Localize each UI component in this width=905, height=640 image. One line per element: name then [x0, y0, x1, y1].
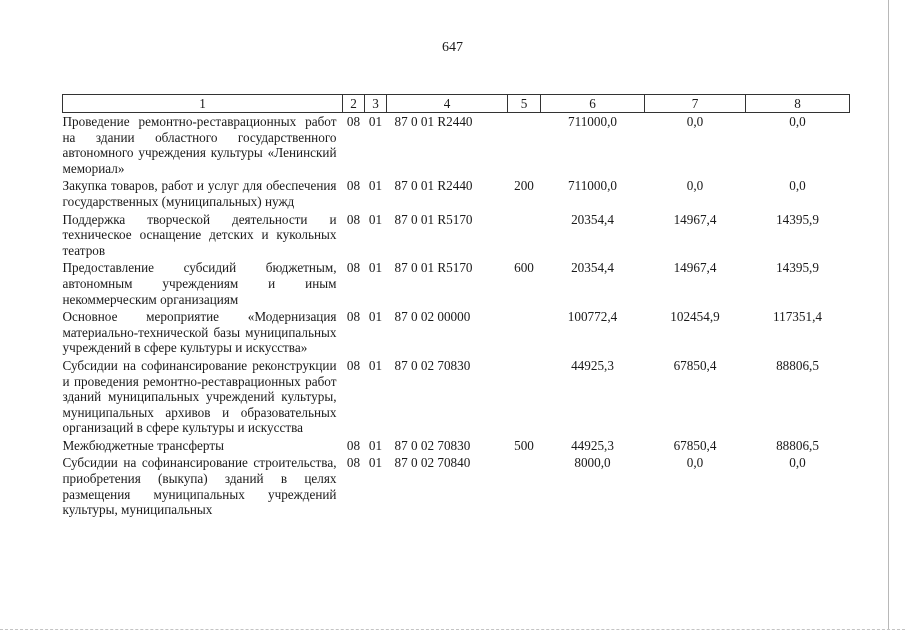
row-section: 08 — [346, 178, 361, 194]
row-amount-3: 14395,9 — [776, 211, 819, 227]
row-amount-1: 44925,3 — [571, 357, 614, 373]
table-row — [63, 113, 850, 177]
row-expense-type — [508, 307, 541, 356]
table-row — [63, 307, 850, 356]
row-amount-2: 14967,4 — [673, 260, 717, 276]
header-col-3: 3 — [365, 95, 387, 113]
row-target-code: 87 0 01 R2440 — [394, 178, 473, 194]
row-name: Субсидии на софинансирование реконструкции и проведения ремонтно-реставрационных работ зданий муниципальных учреждений культуры, муниципальных архивов и образовательных организаций в сфере культуры и искусства — [62, 357, 337, 436]
row-target-code: 87 0 01 R5170 — [394, 260, 473, 276]
row-subsection: 01 — [368, 260, 383, 276]
row-amount-3: 0,0 — [789, 178, 806, 194]
row-amount-3: 0,0 — [789, 455, 806, 471]
scan-edge-right — [888, 0, 889, 630]
row-subsection: 01 — [368, 114, 383, 129]
row-amount-1: 711000,0 — [568, 114, 617, 129]
row-amount-3: 14395,9 — [776, 260, 819, 276]
table-row — [63, 176, 850, 209]
row-amount-3: 88806,5 — [776, 437, 819, 453]
row-expense-type — [508, 453, 541, 517]
header-col-7: 7 — [645, 95, 746, 113]
row-name: Субсидии на софинансирование строительства, приобретения (выкупа) зданий в целях размещения муниципальных учреждений культуры, муниципальных — [62, 455, 337, 518]
row-amount-2: 14967,4 — [673, 211, 717, 227]
row-subsection: 01 — [368, 309, 383, 325]
table-row — [63, 436, 850, 454]
row-name: Поддержка творческой деятельности и техническое оснащение детских и кукольных театров — [62, 211, 337, 258]
row-target-code: 87 0 02 70830 — [394, 437, 471, 453]
row-target-code: 87 0 02 70830 — [394, 357, 471, 373]
row-section: 08 — [346, 211, 361, 227]
row-amount-3: 0,0 — [789, 114, 806, 129]
row-subsection: 01 — [368, 357, 383, 373]
table-row — [63, 453, 850, 517]
row-amount-1: 44925,3 — [571, 437, 614, 453]
table-header-row — [63, 95, 850, 113]
row-subsection: 01 — [368, 437, 383, 453]
row-name: Проведение ремонтно-реставрационных работ на здании областного государственного автономного учреждения культуры «Ленинский мемориал» — [62, 114, 337, 176]
row-section: 08 — [346, 114, 361, 129]
row-section: 08 — [346, 357, 361, 373]
header-col-6: 6 — [541, 95, 645, 113]
row-amount-2: 0,0 — [686, 178, 704, 194]
table-row — [63, 356, 850, 436]
row-amount-2: 0,0 — [686, 114, 704, 129]
row-name: Предоставление субсидий бюджетным, автономным учреждениям и иным некоммерческим организациям — [62, 260, 337, 307]
row-amount-2: 67850,4 — [673, 437, 717, 453]
header-col-8: 8 — [746, 95, 850, 113]
row-amount-3: 117351,4 — [773, 309, 822, 325]
row-section: 08 — [346, 455, 361, 471]
row-amount-1: 20354,4 — [571, 260, 614, 276]
row-expense-type: 200 — [514, 178, 534, 194]
row-expense-type — [508, 210, 541, 259]
row-target-code: 87 0 02 70840 — [394, 455, 471, 471]
row-amount-1: 711000,0 — [568, 178, 617, 194]
header-col-5: 5 — [508, 95, 541, 113]
row-name: Закупка товаров, работ и услуг для обеспечения государственных (муниципальных) нужд — [62, 178, 337, 209]
table-row — [63, 258, 850, 307]
row-target-code: 87 0 01 R5170 — [394, 211, 473, 227]
header-col-4: 4 — [387, 95, 508, 113]
row-expense-type: 500 — [514, 437, 534, 453]
budget-table — [62, 94, 850, 518]
row-amount-1: 100772,4 — [567, 309, 618, 325]
row-expense-type — [508, 113, 541, 177]
row-expense-type: 600 — [514, 260, 534, 276]
row-amount-2: 102454,9 — [670, 309, 720, 325]
row-amount-1: 8000,0 — [574, 455, 611, 471]
scan-edge-bottom — [0, 629, 905, 631]
header-col-2: 2 — [343, 95, 365, 113]
row-amount-2: 0,0 — [686, 455, 704, 471]
row-amount-3: 88806,5 — [776, 357, 819, 373]
row-section: 08 — [346, 309, 361, 325]
row-subsection: 01 — [368, 211, 383, 227]
row-name: Межбюджетные трансферты — [62, 437, 224, 453]
row-section: 08 — [346, 437, 361, 453]
row-subsection: 01 — [368, 455, 383, 471]
row-expense-type — [508, 356, 541, 436]
row-target-code: 87 0 01 R2440 — [394, 114, 473, 129]
row-section: 08 — [346, 260, 361, 276]
row-amount-2: 67850,4 — [673, 357, 717, 373]
page-number: 647 — [442, 40, 463, 55]
row-subsection: 01 — [368, 178, 383, 194]
table-row — [63, 210, 850, 259]
header-col-1: 1 — [63, 95, 343, 113]
row-amount-1: 20354,4 — [571, 211, 614, 227]
row-target-code: 87 0 02 00000 — [394, 309, 471, 325]
row-name: Основное мероприятие «Модернизация материально-технической базы муниципальных учреждений в сфере культуры и искусства» — [62, 309, 337, 356]
